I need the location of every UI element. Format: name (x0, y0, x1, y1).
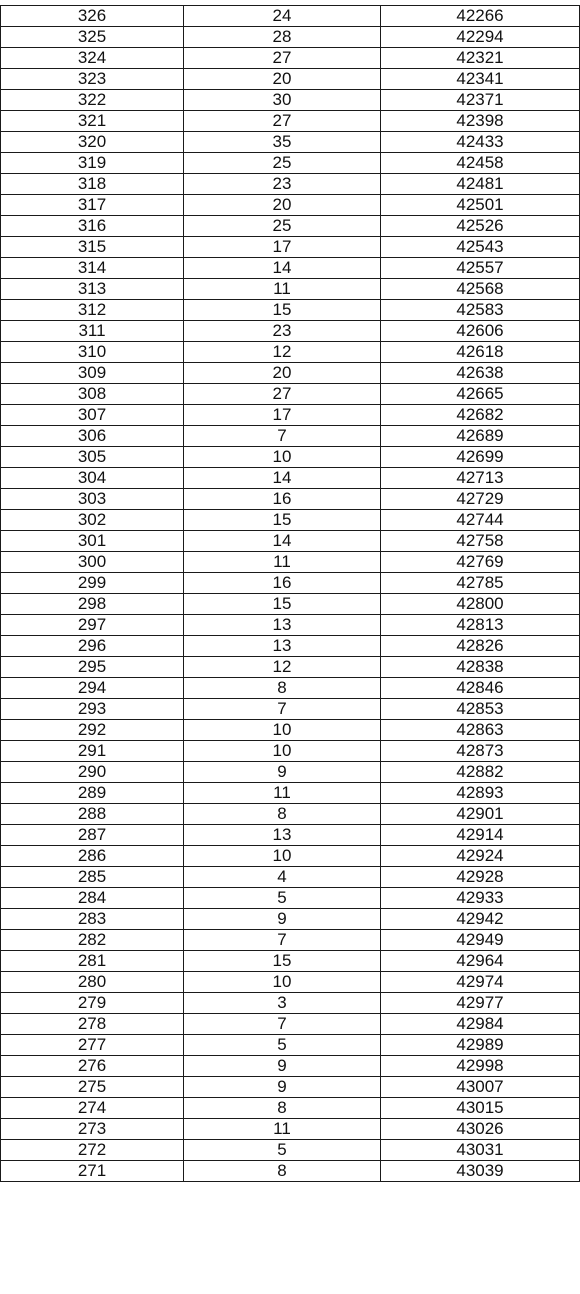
table-row (1, 825, 580, 846)
cumulative-cell: 42813 (381, 615, 580, 636)
table-row (1, 909, 580, 930)
cumulative-cell: 42458 (381, 153, 580, 174)
cumulative-cell: 42974 (381, 972, 580, 993)
count-cell: 27 (184, 111, 381, 132)
score-cell: 293 (1, 699, 184, 720)
count-cell: 10 (184, 741, 381, 762)
score-cell: 323 (1, 69, 184, 90)
count-cell: 20 (184, 69, 381, 90)
score-cell: 282 (1, 930, 184, 951)
score-cell: 280 (1, 972, 184, 993)
count-cell: 17 (184, 405, 381, 426)
cumulative-cell: 42371 (381, 90, 580, 111)
table-row (1, 930, 580, 951)
cumulative-cell: 42933 (381, 888, 580, 909)
score-cell: 308 (1, 384, 184, 405)
table-row (1, 69, 580, 90)
cumulative-cell: 42882 (381, 762, 580, 783)
score-cell: 303 (1, 489, 184, 510)
score-cell: 287 (1, 825, 184, 846)
score-cell: 283 (1, 909, 184, 930)
table-row (1, 720, 580, 741)
score-table (0, 5, 580, 1182)
cumulative-cell: 42800 (381, 594, 580, 615)
cumulative-cell: 42846 (381, 678, 580, 699)
count-cell: 14 (184, 468, 381, 489)
count-cell: 20 (184, 195, 381, 216)
table-row (1, 1014, 580, 1035)
table-row (1, 153, 580, 174)
score-cell: 273 (1, 1119, 184, 1140)
score-cell: 279 (1, 993, 184, 1014)
cumulative-cell: 42433 (381, 132, 580, 153)
score-cell: 271 (1, 1161, 184, 1182)
cumulative-cell: 42964 (381, 951, 580, 972)
table-row (1, 426, 580, 447)
table-row (1, 741, 580, 762)
count-cell: 23 (184, 321, 381, 342)
cumulative-cell: 42543 (381, 237, 580, 258)
cumulative-cell: 42928 (381, 867, 580, 888)
score-cell: 302 (1, 510, 184, 531)
score-cell: 275 (1, 1077, 184, 1098)
table-row (1, 1035, 580, 1056)
cumulative-cell: 43031 (381, 1140, 580, 1161)
table-row (1, 1140, 580, 1161)
score-cell: 296 (1, 636, 184, 657)
score-cell: 317 (1, 195, 184, 216)
table-row (1, 1161, 580, 1182)
score-cell: 290 (1, 762, 184, 783)
score-cell: 320 (1, 132, 184, 153)
cumulative-cell: 42942 (381, 909, 580, 930)
count-cell: 8 (184, 804, 381, 825)
cumulative-cell: 42893 (381, 783, 580, 804)
count-cell: 30 (184, 90, 381, 111)
cumulative-cell: 42826 (381, 636, 580, 657)
count-cell: 13 (184, 825, 381, 846)
cumulative-cell: 42977 (381, 993, 580, 1014)
table-body (1, 6, 580, 1182)
cumulative-cell: 42901 (381, 804, 580, 825)
table-row (1, 279, 580, 300)
score-cell: 304 (1, 468, 184, 489)
count-cell: 15 (184, 951, 381, 972)
table-row (1, 300, 580, 321)
count-cell: 5 (184, 1035, 381, 1056)
count-cell: 13 (184, 636, 381, 657)
count-cell: 17 (184, 237, 381, 258)
cumulative-cell: 42606 (381, 321, 580, 342)
count-cell: 25 (184, 216, 381, 237)
score-cell: 324 (1, 48, 184, 69)
cumulative-cell: 42949 (381, 930, 580, 951)
table-row (1, 1077, 580, 1098)
count-cell: 10 (184, 972, 381, 993)
cumulative-cell: 42914 (381, 825, 580, 846)
cumulative-cell: 42758 (381, 531, 580, 552)
count-cell: 28 (184, 27, 381, 48)
table-row (1, 90, 580, 111)
score-cell: 295 (1, 657, 184, 678)
score-cell: 305 (1, 447, 184, 468)
count-cell: 9 (184, 1056, 381, 1077)
cumulative-cell: 42924 (381, 846, 580, 867)
score-cell: 285 (1, 867, 184, 888)
count-cell: 4 (184, 867, 381, 888)
cumulative-cell: 42501 (381, 195, 580, 216)
table-row (1, 27, 580, 48)
table-row (1, 195, 580, 216)
table-row (1, 258, 580, 279)
count-cell: 11 (184, 1119, 381, 1140)
cumulative-cell: 42744 (381, 510, 580, 531)
count-cell: 15 (184, 510, 381, 531)
score-cell: 300 (1, 552, 184, 573)
cumulative-cell: 42713 (381, 468, 580, 489)
count-cell: 3 (184, 993, 381, 1014)
score-cell: 274 (1, 1098, 184, 1119)
cumulative-cell: 43026 (381, 1119, 580, 1140)
count-cell: 12 (184, 657, 381, 678)
count-cell: 5 (184, 1140, 381, 1161)
score-cell: 276 (1, 1056, 184, 1077)
table-row (1, 384, 580, 405)
count-cell: 13 (184, 615, 381, 636)
count-cell: 11 (184, 783, 381, 804)
cumulative-cell: 42294 (381, 27, 580, 48)
table-row (1, 468, 580, 489)
cumulative-cell: 43007 (381, 1077, 580, 1098)
table-row (1, 510, 580, 531)
score-cell: 313 (1, 279, 184, 300)
score-cell: 315 (1, 237, 184, 258)
cumulative-cell: 43015 (381, 1098, 580, 1119)
count-cell: 10 (184, 846, 381, 867)
score-cell: 307 (1, 405, 184, 426)
count-cell: 7 (184, 930, 381, 951)
count-cell: 27 (184, 48, 381, 69)
cumulative-cell: 42989 (381, 1035, 580, 1056)
count-cell: 10 (184, 720, 381, 741)
score-cell: 272 (1, 1140, 184, 1161)
cumulative-cell: 42984 (381, 1014, 580, 1035)
cumulative-cell: 42785 (381, 573, 580, 594)
count-cell: 7 (184, 699, 381, 720)
table-row (1, 531, 580, 552)
cumulative-cell: 43039 (381, 1161, 580, 1182)
score-cell: 281 (1, 951, 184, 972)
count-cell: 8 (184, 1161, 381, 1182)
count-cell: 16 (184, 489, 381, 510)
table-row (1, 699, 580, 720)
count-cell: 9 (184, 1077, 381, 1098)
score-cell: 278 (1, 1014, 184, 1035)
table-row (1, 1056, 580, 1077)
table-row (1, 888, 580, 909)
cumulative-cell: 42481 (381, 174, 580, 195)
count-cell: 12 (184, 342, 381, 363)
table-row (1, 573, 580, 594)
table-row (1, 237, 580, 258)
table-row (1, 678, 580, 699)
count-cell: 14 (184, 258, 381, 279)
cumulative-cell: 42321 (381, 48, 580, 69)
table-row (1, 321, 580, 342)
table-row (1, 657, 580, 678)
score-cell: 286 (1, 846, 184, 867)
count-cell: 8 (184, 1098, 381, 1119)
count-cell: 24 (184, 6, 381, 27)
score-cell: 318 (1, 174, 184, 195)
score-cell: 297 (1, 615, 184, 636)
count-cell: 7 (184, 426, 381, 447)
count-cell: 10 (184, 447, 381, 468)
cumulative-cell: 42665 (381, 384, 580, 405)
score-cell: 311 (1, 321, 184, 342)
table-row (1, 951, 580, 972)
table-row (1, 216, 580, 237)
score-cell: 310 (1, 342, 184, 363)
table-row (1, 867, 580, 888)
score-cell: 312 (1, 300, 184, 321)
cumulative-cell: 42341 (381, 69, 580, 90)
count-cell: 9 (184, 909, 381, 930)
count-cell: 15 (184, 300, 381, 321)
score-cell: 299 (1, 573, 184, 594)
score-cell: 288 (1, 804, 184, 825)
cumulative-cell: 42998 (381, 1056, 580, 1077)
cumulative-cell: 42526 (381, 216, 580, 237)
cumulative-cell: 42699 (381, 447, 580, 468)
count-cell: 25 (184, 153, 381, 174)
cumulative-cell: 42853 (381, 699, 580, 720)
count-cell: 7 (184, 1014, 381, 1035)
cumulative-cell: 42557 (381, 258, 580, 279)
cumulative-cell: 42873 (381, 741, 580, 762)
cumulative-cell: 42838 (381, 657, 580, 678)
count-cell: 16 (184, 573, 381, 594)
score-cell: 291 (1, 741, 184, 762)
score-cell: 284 (1, 888, 184, 909)
score-cell: 292 (1, 720, 184, 741)
table-row (1, 342, 580, 363)
score-cell: 321 (1, 111, 184, 132)
score-cell: 314 (1, 258, 184, 279)
count-cell: 27 (184, 384, 381, 405)
table-row (1, 405, 580, 426)
table-row (1, 783, 580, 804)
table-row (1, 636, 580, 657)
table-row (1, 447, 580, 468)
score-cell: 306 (1, 426, 184, 447)
score-cell: 325 (1, 27, 184, 48)
table-row (1, 1098, 580, 1119)
cumulative-cell: 42729 (381, 489, 580, 510)
cumulative-cell: 42638 (381, 363, 580, 384)
count-cell: 20 (184, 363, 381, 384)
table-row (1, 6, 580, 27)
table-row (1, 174, 580, 195)
cumulative-cell: 42618 (381, 342, 580, 363)
score-cell: 289 (1, 783, 184, 804)
count-cell: 5 (184, 888, 381, 909)
score-cell: 322 (1, 90, 184, 111)
score-cell: 309 (1, 363, 184, 384)
count-cell: 9 (184, 762, 381, 783)
table-row (1, 48, 580, 69)
table-row (1, 993, 580, 1014)
table-row (1, 846, 580, 867)
table-row (1, 132, 580, 153)
table-row (1, 972, 580, 993)
table-row (1, 804, 580, 825)
count-cell: 14 (184, 531, 381, 552)
score-cell: 326 (1, 6, 184, 27)
cumulative-cell: 42568 (381, 279, 580, 300)
score-cell: 294 (1, 678, 184, 699)
cumulative-cell: 42863 (381, 720, 580, 741)
table-row (1, 552, 580, 573)
cumulative-cell: 42398 (381, 111, 580, 132)
score-cell: 298 (1, 594, 184, 615)
score-cell: 316 (1, 216, 184, 237)
cumulative-cell: 42682 (381, 405, 580, 426)
table-row (1, 363, 580, 384)
table-row (1, 762, 580, 783)
cumulative-cell: 42689 (381, 426, 580, 447)
score-cell: 319 (1, 153, 184, 174)
cumulative-cell: 42266 (381, 6, 580, 27)
count-cell: 8 (184, 678, 381, 699)
table-row (1, 594, 580, 615)
table-row (1, 615, 580, 636)
count-cell: 23 (184, 174, 381, 195)
table-row (1, 111, 580, 132)
count-cell: 11 (184, 279, 381, 300)
count-cell: 11 (184, 552, 381, 573)
score-cell: 277 (1, 1035, 184, 1056)
table-row (1, 1119, 580, 1140)
table-row (1, 489, 580, 510)
count-cell: 15 (184, 594, 381, 615)
cumulative-cell: 42769 (381, 552, 580, 573)
cumulative-cell: 42583 (381, 300, 580, 321)
score-cell: 301 (1, 531, 184, 552)
count-cell: 35 (184, 132, 381, 153)
